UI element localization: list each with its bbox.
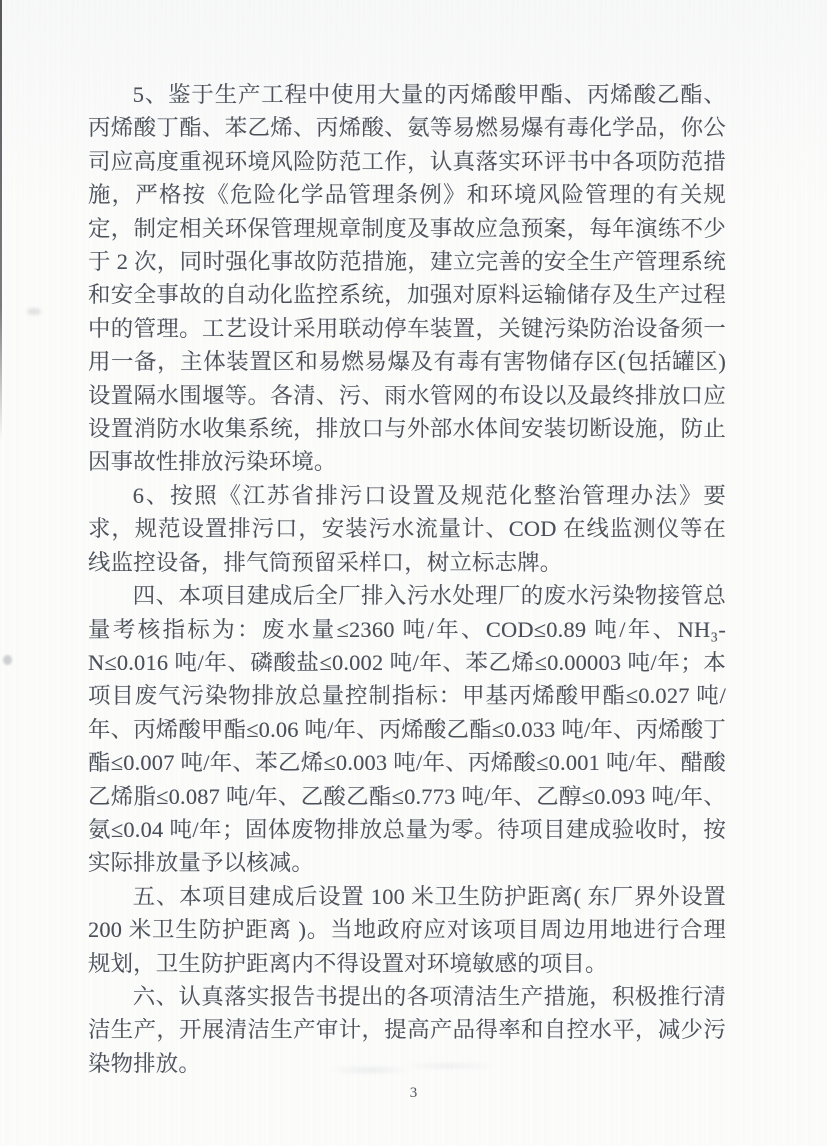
paragraph-section-4: 四、本项目建成后全厂排入污水处理厂的废水污染物接管总量考核指标为：废水量≤2360 吨/年、COD≤0.89 吨/年、NH₃-N≤0.016 吨/年、磷酸盐≤0.002 吨/年、苯乙烯≤0.00003 吨/年；本项目废气污染物排放总量控制指标：甲基丙烯酸甲酯≤0.027 吨/年、丙烯酸甲酯≤0.06 吨/年、丙烯酸乙酯≤0.033 吨/年、丙烯酸丁酯≤0.007 吨/年、苯乙烯≤0.003 吨/年、丙烯酸≤0.001 吨/年、醋酸乙烯脂≤0.087 吨/年、乙酸乙酯≤0.773 吨/年、乙醇≤0.093 吨/年、氨≤0.04 吨/年；固体废物排放总量为零。待项目建成验收时，按实际排放量予以核减。 (88, 583, 726, 876)
scan-artifact-left-edge (0, 0, 2, 440)
scan-artifact-smudge (330, 1058, 500, 1084)
page-number: 3 (409, 1085, 418, 1101)
paragraph-section-6: 六、认真落实报告书提出的各项清洁生产措施，积极推行清洁生产，开展清洁生产审计，提高产品得率和自控水平，减少污染物排放。 (88, 983, 726, 1076)
scan-artifact-speck (3, 655, 12, 665)
document-body (88, 78, 726, 1080)
paragraph-item-5: 5、鉴于生产工程中使用大量的丙烯酸甲酯、丙烯酸乙酯、丙烯酸丁酯、苯乙烯、丙烯酸、氨等易燃易爆有毒化学品，你公司应高度重视环境风险防范工作，认真落实环评书中各项防范措施，严格按《危险化学品管理条例》和环境风险管理的有关规定，制定相关环保管理规章制度及事故应急预案，每年演练不少于 2 次，同时强化事故防范措施，建立完善的安全生产管理系统和安全事故的自动化监控系统，加强对原料运输储存及生产过程中的管理。工艺设计采用联动停车装置，关键污染防治设备须一用一备，主体装置区和易燃易爆及有毒有害物储存区(包括罐区)设置隔水围堰等。各清、污、雨水管网的布设以及最终排放口应设置消防水收集系统，排放口与外部水体间安装切断设施，防止因事故性排放污染环境。 (88, 82, 726, 475)
scan-artifact-speck (27, 308, 41, 315)
paragraph-section-5: 五、本项目建成后设置 100 米卫生防护距离( 东厂界外设置 200 米卫生防护距离 )。当地政府应对该项目周边用地进行合理规划，卫生防护距离内不得设置对环境敏感的项目。 (88, 883, 726, 976)
paragraph-item-6: 6、按照《江苏省排污口设置及规范化整治管理办法》要求，规范设置排污口，安装污水流量计、COD 在线监测仪等在线监控设备，排气筒预留采样口，树立标志牌。 (88, 482, 726, 575)
